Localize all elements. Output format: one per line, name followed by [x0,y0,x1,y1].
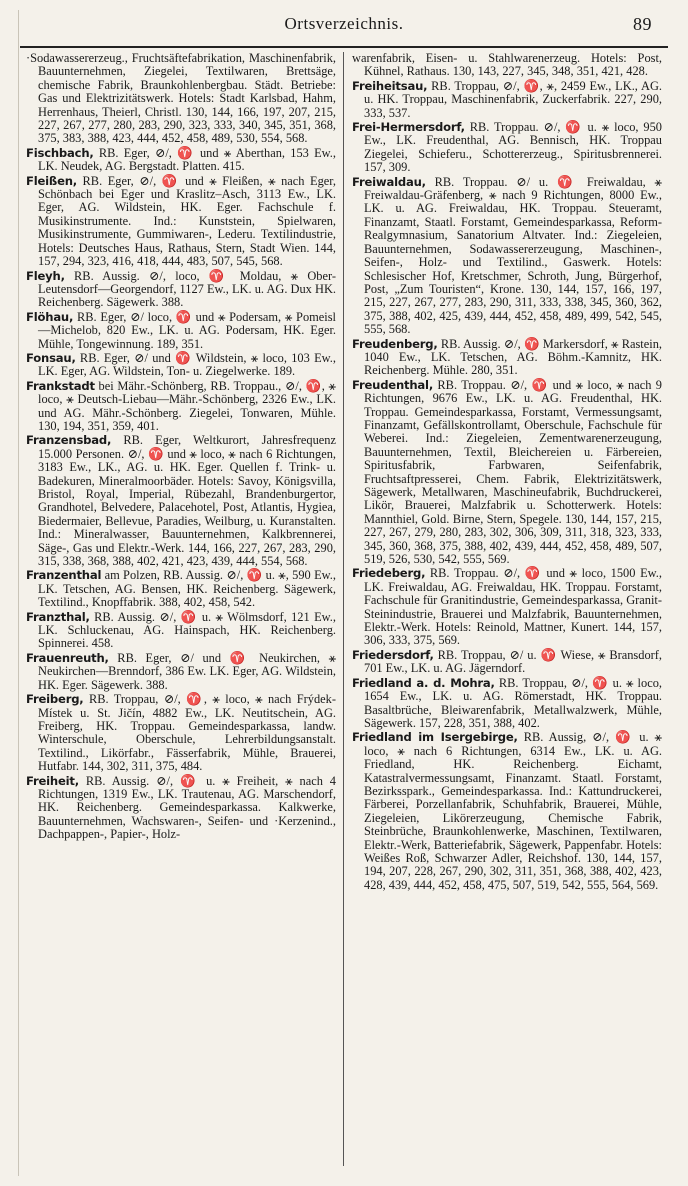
directory-entry [26,270,336,310]
page-header [30,6,658,46]
directory-entry [352,338,662,378]
entry-text: RB. Troppau, ⊘/, ♈, ⚹, 2459 Ew., LK., AG. u. HK. Troppau, Maschinenfabrik, Zuckerfabrik. 227, 290, 333, 537. [364,78,662,120]
place-name: Franzenthal [26,568,102,583]
entry-text: RB. Eger, ⊘/ und ♈ Neukirchen, ⚹ Neukirchen—Brenndorf, 386 Ew. LK. Eger, AG. Wildstein, HK. Eger. Sägewerk. 388. [38,650,336,692]
entry-text: RB. Troppau. ⊘/, ♈ und ⚹ loco, ⚹ nach 9 Richtungen, 9676 Ew., LK. u. AG. Freudenthal, HK. Troppau. Gemeindesparkassa, Forstamt, Vermessungsamt, Finanzamt, Gefällskontrollamt, Oberschule, Fachschule für Weberei. Ind.: Ziegeleien, Zementwarenerzeugung, Bauunternehmen, Textil, Bleichereien u. Färbereien, Spiritusfabrik, Farbwaren, Seifenfabrik, Fruchtsaftpresserei, Chem. Fabrik, Elektrizitätswerk, Sägewerk, Metallwaren, Maschineufabrik, Buchdruckerei, Likör, Brauerei, Malzfabrik u. Schotterwerk. Hotels: Mannthiel, Gold. Birne, Stern, Spegele. 130, 144, 157, 215, 227, 267, 279, 280, 283, 302, 306, 309, 311, 318, 323, 333, 345, 360, 368, 375, 388, 402, 439, 444, 452, 458, 489, 507, 519, 526, 530, 542, 555, 569. [364,377,662,567]
entry-text: RB. Aussig. ⊘/, ♈ u. ⚹ Freiheit, ⚹ nach 4 Richtungen, 1319 Ew., LK. Trautenau, AG. Marschendorf, HK. Reichenberg. Gemeindesparkassa. Kalkwerke, Bauunternehmen, Wachswaren-, Seifen- und ·Kerzenind., Dachpappen-, Papier-, Holz- [38,773,336,842]
directory-entry [26,147,336,174]
entry-text: warenfabrik, Eisen- u. Stahlwarenerzeug. Hotels: Post, Kühnel, Rathaus. 130, 143, 227, 345, 348, 351, 421, 428. [352,52,662,79]
column-separator [343,52,344,1166]
place-name: Freiheitsau, [352,78,428,93]
place-name: Flöhau, [26,309,74,324]
directory-entry [26,380,336,434]
directory-entry [26,569,336,609]
place-name: Franzensbad, [26,433,112,448]
entry-text: RB. Troppau. ⊘/, ♈ u. ⚹ loco, 950 Ew., LK. Freudenthal, AG. Bennisch, HK. Troppau Ziegelei, Schieferu., Schottererzeug., Spiritusbrennerei. 157, 309. [364,120,662,175]
directory-entry [26,352,336,379]
place-name: Fleyh, [26,268,65,283]
directory-entry [26,652,336,692]
entry-text: RB. Troppau, ⊘/, ♈ u. ⚹ loco, 1654 Ew., LK. u. AG. Römerstadt, HK. Troppau. Basaltbrüche, Bleiwarenfabrik, Metallwalzwerk, Mühle, Sägewerk. 157, 228, 351, 388, 402. [364,675,662,730]
directory-entry [352,567,662,647]
entry-text: am Polzen, RB. Aussig. ⊘/, ♈ u. ⚹, 590 Ew., LK. Tetschen, AG. Bensen, HK. Reichenberg. Sägewerk, Textilind., Knopffabrik. 388, 402, 458, 542. [38,568,336,610]
place-name: Friedland im Isergebirge, [352,730,518,745]
page-number: 89 [633,14,652,34]
directory-entry [26,693,336,773]
place-name: Frankstadt [26,378,95,393]
place-name: Freiheit, [26,773,79,788]
directory-entry [352,649,662,676]
entry-text: RB. Aussig. ⊘/, ♈ u. ⚹ Wölmsdorf, 121 Ew., LK. Schluckenau, AG. Hainspach, HK. Reichenberg. Spinnerei. 458. [38,609,336,651]
place-name: Freudenthal, [352,377,434,392]
directory-entry [26,775,336,842]
place-name: Franzthal, [26,609,90,624]
page-title: Ortsverzeichnis. [284,14,404,33]
place-name: Friedeberg, [352,566,426,581]
place-name: Fleißen, [26,173,77,188]
header-rule [20,46,668,48]
entry-text: RB. Troppau. ⊘/ u. ♈ Freiwaldau, ⚹ Freiwaldau-Gräfenberg, ⚹ nach 9 Richtungen, 8000 Ew., LK. u. AG. Freiwaldau, HK. Troppau. Steueramt, Finanzamt, Staatl. Forstamt, Gemeindesparkassa, Reform-Realgymnasium, Sanatorium Altvater. Ind.: Ziegeleien, Bauunternehmen, Sodawassererzeugung, Maschinen-, Seifen-, Holz- und Textilind., Gaswerk. Hotels: Schlesischer Hof, Kretschmer, Schroth, Jung, Bürgerhof, Post, „Zum Touristen“, Krone. 130, 144, 157, 166, 197, 215, 227, 267, 277, 283, 290, 311, 333, 338, 345, 360, 362, 375, 388, 402, 425, 439, 444, 452, 458, 489, 499, 542, 545, 555, 568. [364,174,662,337]
entry-text: RB. Aussig. ⊘/, ♈ Markersdorf, ⚹ Rastein, 1040 Ew., LK. Tetschen, AG. Böhm.-Kamnitz, HK. Reichenberg. Mühle. 280, 351. [364,336,662,378]
entry-text: RB. Eger, Weltkurort, Jahresfrequenz 15.000 Personen. ⊘/, ♈ und ⚹ loco, ⚹ nach 6 Richtungen, 3183 Ew., LK., AG. u. HK. Eger. Quellen f. Trink- u. Badekuren, Mineralmoorbäder. Hotels: Savoy, Königsvilla, Bristol, Royal, Imperial, Rübezahl, Brandenburgertor, Grandhotel, Belvedere, Palacehotel, Post, Atlantis, Hygiea, Biedermaier, Bellevue, Paradies, Weilburg, u. Kuranstalten. Ind.: Mineralwasser, Bauunternehmen, Kalkbrennerei, Säge-, Gas und Elektr.-Werk. 144, 166, 227, 267, 283, 290, 315, 338, 368, 388, 402, 421, 423, 439, 444, 554, 568. [38,433,336,569]
place-name: Friedland a. d. Mohra, [352,675,495,690]
directory-entry [26,611,336,651]
left-column [26,52,336,1166]
directory-entry [26,311,336,351]
entry-text: RB. Eger, ⊘/, ♈ und ⚹ Fleißen, ⚹ nach Eger, Schönbach bei Eger und Kraslitz–Asch, 3113 Ew., LK. Eger, AG. Wildstein, HK. Eger. Fachschule f. Musikinstrumente. Ind.: Kunststein, Spielwaren, Musikinstrumente, Gummiwaren-, Lederu. Textilindustrie, Hotels: Deutsches Haus, Rathaus, Stern, Stadt Wien. 144, 157, 294, 323, 416, 418, 444, 483, 507, 545, 568. [38,173,336,269]
entry-text: ·Sodawassererzeug., Fruchtsäftefabrikation, Maschinenfabrik, Bauunternehmen, Ziegelei, Textilwaren, Brettsäge, chemische Fabrik, Braunkohlenbergbau. Städt. Betriebe: Gas und Elektrizitätswerk. Hotels: Stadt Karlsbad, Hahm, Herrenhaus, Theierl, Christl. 130, 144, 166, 197, 207, 215, 227, 267, 277, 280, 283, 290, 323, 333, 340, 345, 351, 368, 375, 383, 388, 423, 444, 452, 458, 489, 530, 554, 568. [26,52,336,146]
entry-text: RB. Troppau, ⊘/ u. ♈ Wiese, ⚹ Bransdorf, 701 Ew., LK. u. AG. Jägerndorf. [364,647,662,676]
place-name: Fischbach, [26,145,94,160]
right-column [352,52,662,1166]
place-name: Frei-Hermersdorf, [352,120,465,135]
place-name: Freiberg, [26,692,84,707]
directory-entry [26,52,336,146]
place-name: Frauenreuth, [26,650,109,665]
entry-text: RB. Eger, ⊘/ und ♈ Wildstein, ⚹ loco, 103 Ew., LK. Eger, AG. Wildstein, Ton- u. Ziegelwerke. 189. [38,350,336,379]
entry-text: RB. Eger, ⊘/ loco, ♈ und ⚹ Podersam, ⚹ Pomeisl—Michelob, 820 Ew., LK. u. AG. Podersam, HK. Eger. Mühle, Tongewinnung. 189, 351. [38,309,336,351]
place-name: Freiwaldau, [352,174,426,189]
directory-entry [352,176,662,337]
directory-entry [352,677,662,731]
directory-entry [352,80,662,120]
place-name: Freudenberg, [352,336,438,351]
page-edge [18,10,19,1176]
entry-text: RB. Aussig, ⊘/, ♈ u. ⚹ loco, ⚹ nach 6 Richtungen, 6314 Ew., LK. u. AG. Friedland, HK. Reichenberg. Eichamt, Katastralvermessungsamt, Finanzamt. Staatl. Forstamt, Bezirksspark., Gemeindesparkassa. Ind.: Kattundruckerei, Färberei, Porzellanfabrik, Schuhfabrik, Brauerei, Mühle, Ziegeleien, Likörerzeugung, Chemische Fabrik, Steinbrüche, Braunkohlenwerke, Maschinen, Textilwaren, Elektr.-Werk, Batteriefabrik, Sägewerk, Pappenfabr. Hotels: Weißes Roß, Schwarzer Adler, Reichshof. 130, 144, 157, 194, 207, 228, 267, 290, 302, 311, 351, 368, 388, 402, 423, 428, 439, 444, 452, 458, 475, 507, 519, 542, 555, 564, 569. [364,730,662,892]
entry-text: RB. Eger, ⊘/, ♈ und ⚹ Aberthan, 153 Ew., LK. Neudek, AG. Bergstadt. Platten. 415. [38,145,336,174]
directory-entry [26,434,336,568]
entry-text: RB. Aussig. ⊘/, loco, ♈ Moldau, ⚹ Ober-Leutensdorf—Georgendorf, 1127 Ew., LK. u. AG. Dux HK. Reichenberg. Sägewerk. 388. [38,268,336,310]
place-name: Friedersdorf, [352,647,434,662]
directory-entry [26,175,336,269]
directory-entry [352,379,662,567]
entry-text: bei Mähr.-Schönberg, RB. Troppau., ⊘/, ♈, ⚹ loco, ⚹ Deutsch-Liebau—Mähr.-Schönberg, 2326 Ew., LK. und AG. Mähr.-Schönberg. Ziegelei, Tonwaren, Mühle. 130, 194, 351, 359, 401. [38,378,336,433]
entry-text: RB. Troppau. ⊘/, ♈ und ⚹ loco, 1500 Ew., LK. Freiwaldau, AG. Freiwaldau, HK. Troppau. Forstamt, Fachschule für Granitindustrie, Gemeindesparkassa, Granit-Steinindustrie, Brauerei und Malzfabrik, Bauunternehmen, Elektr.-Werk. Hotels: Reinold, Mattner, Kunert. 144, 157, 306, 333, 375, 569. [364,566,662,648]
directory-entry [352,121,662,175]
directory-entry [352,52,662,79]
directory-entry [352,731,662,892]
place-name: Fonsau, [26,350,76,365]
entry-text: RB. Troppau, ⊘/, ♈, ⚹ loco, ⚹ nach Frýdek-Místek u. St. Jičín, 4882 Ew., LK. Neutitschein, AG. Freiberg, HK. Troppau. Gemeindesparkassa, landw. Winterschule, Oberschule, Lehrerbildungsanstalt. Textilind., Likörfabr., Fässerfabrik, Mühle, Brauerei, Hutfabr. 144, 302, 311, 375, 484. [38,692,336,774]
